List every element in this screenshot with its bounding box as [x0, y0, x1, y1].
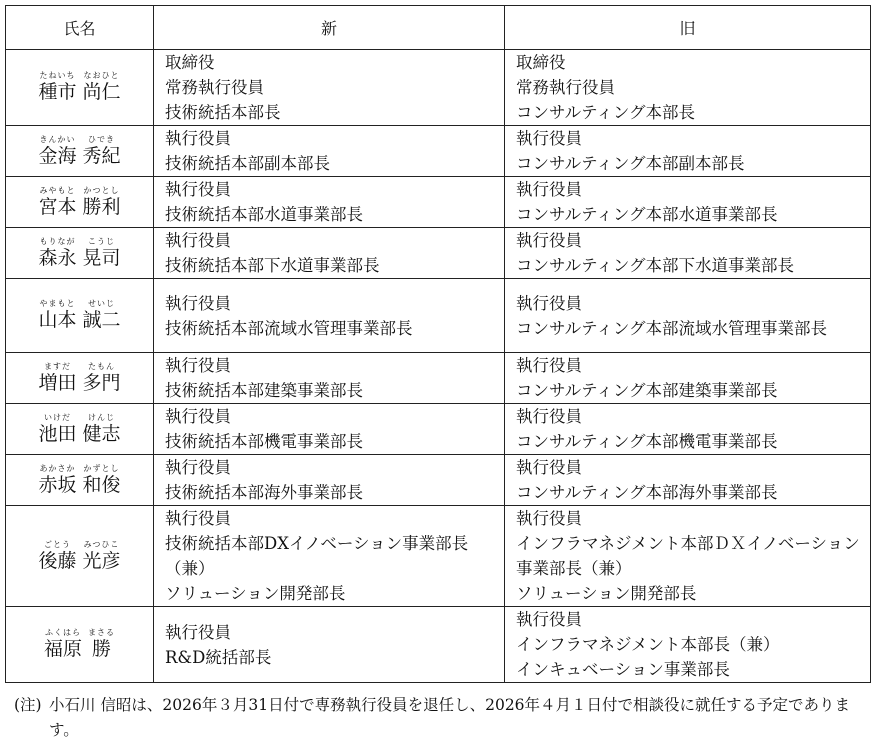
table-row: [6, 455, 871, 506]
surname-kanji: 金海: [38, 144, 77, 167]
surname: [38, 362, 76, 394]
surname-ruby: ふくはら: [44, 628, 81, 637]
given-name-ruby: かずとし: [83, 463, 120, 473]
new-position-line: 執行役員: [165, 231, 231, 250]
old-position-cell: [505, 353, 871, 404]
person-name: [35, 464, 123, 496]
header-old: 旧: [505, 6, 871, 50]
surname-kanji: 森永: [38, 246, 77, 269]
given-name-kanji: 多門: [82, 371, 121, 394]
new-position-line: 取締役: [165, 53, 215, 72]
surname: [38, 237, 76, 269]
executive-changes-sheet: [5, 5, 870, 683]
table-row: [6, 126, 871, 177]
old-position-line: インフラマネジメント本部ＤＸイノベーション事業部長（兼）: [516, 534, 860, 578]
given-name-ruby: せいじ: [88, 299, 115, 308]
old-position-cell: [505, 404, 871, 455]
surname-kanji: 種市: [38, 81, 77, 103]
surname-kanji: 池田: [38, 422, 77, 445]
table-row: [6, 177, 871, 228]
given-name-ruby: ひでき: [88, 134, 115, 144]
new-position-cell: [154, 404, 505, 455]
new-position-cell: [154, 279, 505, 353]
given-name: [83, 186, 121, 218]
old-position-line: コンサルティング本部下水道事業部長: [516, 256, 795, 275]
old-position-line: インキュベーション事業部長: [516, 660, 730, 679]
old-position-line: 取締役: [516, 53, 566, 72]
footnote-text: 小石川 信昭は、2026年３月31日付で専務執行役員を退任し、2026年４月１日付で相談役に就任する予定であります。: [49, 696, 851, 739]
surname-ruby: あかさか: [39, 463, 76, 473]
surname-ruby: いけだ: [43, 412, 71, 422]
surname-ruby: ますだ: [43, 361, 71, 371]
given-name: [83, 362, 121, 394]
old-position-cell: [505, 177, 871, 228]
given-name: [83, 464, 121, 496]
new-position-line: 執行役員: [165, 509, 231, 528]
person-name-cell: [6, 607, 154, 683]
given-name: [83, 135, 121, 167]
given-name-kanji: 尚仁: [82, 81, 121, 103]
surname-kanji: 山本: [38, 309, 77, 331]
old-position-line: 執行役員: [516, 180, 582, 199]
new-position-cell: [154, 177, 505, 228]
given-name-ruby: けんじ: [88, 412, 115, 422]
person-name: [35, 540, 123, 572]
surname: [38, 186, 76, 218]
old-position-line: コンサルティング本部海外事業部長: [516, 483, 778, 502]
footnote-label: (注): [14, 696, 42, 714]
new-position-line: 執行役員: [165, 622, 231, 642]
header-name: 氏名: [6, 6, 154, 50]
old-position-cell: [505, 228, 871, 279]
person-name: [35, 413, 123, 445]
person-name: [35, 186, 123, 218]
given-name: [88, 628, 115, 660]
given-name-ruby: たもん: [88, 361, 115, 371]
new-position-line: 常務執行役員: [165, 78, 264, 97]
new-position-line: 執行役員: [165, 458, 231, 477]
person-name-cell: [6, 50, 154, 126]
surname-ruby: やまもと: [39, 299, 76, 308]
new-position-line: R&D統括部長: [165, 647, 272, 667]
given-name-ruby: みつひこ: [83, 539, 120, 549]
table-row: [6, 50, 871, 126]
surname: [38, 135, 76, 167]
new-position-line: 技術統括本部海外事業部長: [165, 483, 363, 502]
person-name-cell: [6, 228, 154, 279]
old-position-cell: [505, 455, 871, 506]
surname-kanji: 増田: [38, 371, 77, 394]
new-position-cell: [154, 506, 505, 607]
old-position-line: 執行役員: [516, 407, 582, 426]
table-row: [6, 404, 871, 455]
new-position-line: 執行役員: [165, 180, 231, 199]
old-position-line: コンサルティング本部機電事業部長: [516, 432, 778, 451]
person-name-cell: [6, 353, 154, 404]
old-position-line: 常務執行役員: [516, 78, 615, 97]
old-position-line: 執行役員: [516, 356, 582, 375]
given-name-ruby: まさる: [88, 628, 115, 637]
surname-kanji: 赤坂: [38, 473, 77, 496]
old-position-line: コンサルティング本部流域水管理事業部長: [516, 318, 828, 338]
surname-ruby: たねいち: [39, 71, 76, 80]
old-position-line: 執行役員: [516, 509, 582, 528]
surname-kanji: 宮本: [38, 195, 77, 218]
new-position-cell: [154, 607, 505, 683]
given-name-kanji: 勝: [91, 638, 111, 660]
surname: [38, 540, 76, 572]
given-name-kanji: 健志: [82, 422, 121, 445]
old-position-line: コンサルティング本部長: [516, 103, 696, 122]
new-position-line: 技術統括本部機電事業部長: [165, 432, 363, 451]
surname-ruby: みやもと: [39, 185, 76, 195]
person-name: [35, 237, 123, 269]
surname: [38, 413, 76, 445]
old-position-line: 執行役員: [516, 610, 582, 629]
person-name: [41, 628, 118, 660]
old-position-line: コンサルティング本部建築事業部長: [516, 381, 778, 400]
given-name-kanji: 晃司: [82, 246, 121, 269]
new-position-line: 技術統括本部建築事業部長: [165, 381, 363, 400]
executive-changes-table: [5, 5, 871, 683]
new-position-cell: [154, 353, 505, 404]
person-name-cell: [6, 279, 154, 353]
old-position-cell: [505, 279, 871, 353]
given-name-kanji: 光彦: [82, 549, 121, 572]
old-position-line: 執行役員: [516, 231, 582, 250]
person-name-cell: [6, 404, 154, 455]
surname-ruby: ごとう: [43, 539, 71, 549]
given-name-kanji: 誠二: [82, 309, 121, 331]
new-position-line: 執行役員: [165, 129, 231, 148]
old-position-cell: [505, 50, 871, 126]
given-name: [83, 540, 121, 572]
old-position-cell: [505, 607, 871, 683]
given-name-ruby: なおひと: [83, 71, 120, 80]
person-name-cell: [6, 506, 154, 607]
new-position-cell: [154, 50, 505, 126]
new-position-line: 技術統括本部水道事業部長: [165, 205, 363, 224]
surname: [44, 628, 82, 660]
person-name: [35, 299, 123, 331]
person-name-cell: [6, 455, 154, 506]
new-position-cell: [154, 126, 505, 177]
table-row: [6, 228, 871, 279]
header-new: 新: [154, 6, 505, 50]
person-name: [35, 362, 123, 394]
table-row: [6, 506, 871, 607]
new-position-cell: [154, 455, 505, 506]
old-position-line: インフラマネジメント本部長（兼）: [516, 635, 780, 654]
person-name: [35, 71, 123, 103]
given-name-kanji: 勝利: [82, 195, 121, 218]
person-name-cell: [6, 177, 154, 228]
surname: [38, 299, 76, 331]
table-row: [6, 353, 871, 404]
table-header-row: [6, 6, 871, 50]
surname-ruby: もりなが: [39, 236, 76, 246]
given-name: [83, 237, 121, 269]
surname-ruby: きんかい: [39, 134, 76, 144]
table-row: [6, 279, 871, 353]
new-position-line: 技術統括本部下水道事業部長: [165, 256, 380, 275]
new-position-line: 技術統括本部流域水管理事業部長: [165, 318, 413, 338]
new-position-line: 技術統括本部DXイノベーション事業部長（兼）: [165, 534, 469, 578]
new-position-line: 執行役員: [165, 407, 231, 426]
old-position-line: ソリューション開発部長: [516, 584, 697, 603]
old-position-line: コンサルティング本部副本部長: [516, 154, 745, 173]
new-position-cell: [154, 228, 505, 279]
given-name: [83, 71, 121, 103]
new-position-line: 執行役員: [165, 356, 231, 375]
given-name-kanji: 和俊: [82, 473, 121, 496]
new-position-line: 技術統括本部長: [165, 103, 281, 122]
person-name-cell: [6, 126, 154, 177]
table-row: [6, 607, 871, 683]
old-position-cell: [505, 126, 871, 177]
old-position-line: 執行役員: [516, 458, 582, 477]
new-position-line: 技術統括本部副本部長: [165, 154, 330, 173]
given-name: [83, 299, 121, 331]
given-name: [83, 413, 121, 445]
surname-kanji: 福原: [43, 638, 82, 660]
surname: [38, 464, 76, 496]
given-name-kanji: 秀紀: [82, 144, 121, 167]
new-position-line: 執行役員: [165, 293, 231, 313]
surname-kanji: 後藤: [38, 549, 77, 572]
person-name: [35, 135, 123, 167]
surname: [38, 71, 76, 103]
old-position-line: コンサルティング本部水道事業部長: [516, 205, 778, 224]
new-position-line: ソリューション開発部長: [165, 584, 346, 603]
footnote: [14, 693, 869, 743]
old-position-line: 執行役員: [516, 293, 582, 313]
table-body: [6, 50, 871, 683]
old-position-cell: [505, 506, 871, 607]
old-position-line: 執行役員: [516, 129, 582, 148]
given-name-ruby: かつとし: [83, 185, 120, 195]
given-name-ruby: こうじ: [88, 236, 115, 246]
